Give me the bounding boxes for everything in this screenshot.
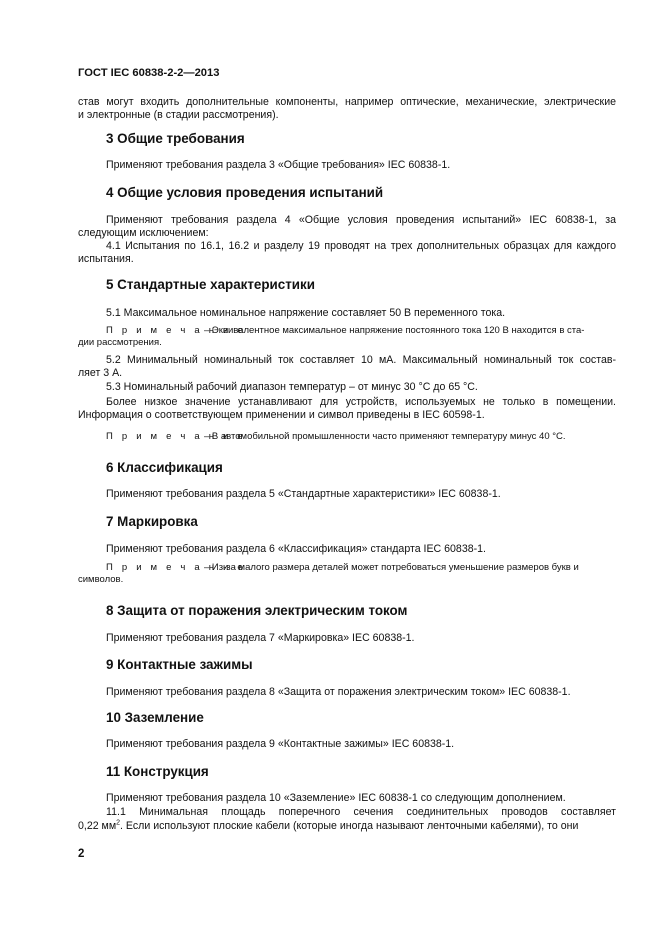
section-heading: 4 Общие условия проведения испытаний — [106, 185, 384, 200]
paragraph-line: следующим исключением: — [78, 227, 209, 239]
note-text: – В автомобильной промышленности часто применяют температуру минус 40 °С. — [204, 431, 566, 442]
section-heading: 10 Заземление — [106, 710, 204, 725]
note-text: символов. — [78, 574, 124, 585]
note-text: дии рассмотрения. — [78, 337, 162, 348]
note-text: – Эквивалентное максимальное напряжение постоянного тока 120 В находится в ста- — [204, 325, 585, 336]
paragraph-line: Применяют требования раздела 3 «Общие требования» IEC 60838-1. — [106, 159, 451, 171]
section-heading: 5 Стандартные характеристики — [106, 277, 315, 292]
text-fragment: . Если используют плоские кабели (которые иногда называют ленточными кабелями), то они — [120, 820, 579, 832]
page-number: 2 — [78, 848, 85, 860]
paragraph-line: 11.1 Минимальная площадь поперечного сечения соединительных проводов составляет — [106, 806, 616, 818]
paragraph-line: 5.1 Максимальное номинальное напряжение составляет 50 В переменного тока. — [106, 307, 506, 319]
note-label: П р и м е ч а н и е — [106, 325, 246, 336]
paragraph-line: Применяют требования раздела 4 «Общие условия проведения испытаний» IEC 60838-1, за — [106, 214, 616, 226]
paragraph-line: став могут входить дополнительные компоненты, например оптические, механические, электрические — [78, 96, 616, 108]
section-heading: 6 Классификация — [106, 460, 223, 475]
paragraph-line: Применяют требования раздела 8 «Защита от поражения электрическим током» IEC 60838-1. — [106, 686, 571, 698]
paragraph-line: Применяют требования раздела 6 «Классификация» стандарта IEC 60838-1. — [106, 543, 486, 555]
document-id: ГОСТ IEC 60838-2-2—2013 — [78, 67, 220, 79]
section-heading: 7 Маркировка — [106, 514, 198, 529]
section-heading: 9 Контактные зажимы — [106, 657, 253, 672]
section-heading: 3 Общие требования — [106, 131, 245, 146]
paragraph-line: Применяют требования раздела 10 «Заземление» IEC 60838-1 со следующим дополнением. — [106, 792, 566, 804]
paragraph-line: Информация о соответствующем применении и символ приведены в IEC 60598-1. — [78, 409, 485, 421]
note-label: П р и м е ч а н и е — [106, 562, 246, 573]
paragraph-line: испытания. — [78, 253, 134, 265]
section-heading: 8 Защита от поражения электрическим током — [106, 603, 408, 618]
paragraph-line — [78, 820, 578, 833]
paragraph-line: и электронные (в стадии рассмотрения). — [78, 109, 279, 121]
paragraph-line: ляет 3 А. — [78, 367, 123, 379]
paragraph-line: 5.2 Минимальный номинальный ток составляет 10 мА. Максимальный номинальный ток состав- — [106, 354, 616, 366]
paragraph-line: Применяют требования раздела 7 «Маркировка» IEC 60838-1. — [106, 632, 415, 644]
text-fragment: 0,22 мм — [78, 820, 117, 832]
note-label: П р и м е ч а н и е — [106, 431, 246, 442]
section-heading: 11 Конструкция — [106, 764, 209, 779]
paragraph-line: Применяют требования раздела 5 «Стандартные характеристики» IEC 60838-1. — [106, 488, 501, 500]
paragraph-line: 5.3 Номинальный рабочий диапазон температур – от минус 30 °С до 65 °С. — [106, 381, 478, 393]
paragraph-line: Применяют требования раздела 9 «Контактные зажимы» IEC 60838-1. — [106, 738, 455, 750]
paragraph-line: 4.1 Испытания по 16.1, 16.2 и разделу 19 проводят на трех дополнительных образцах для каждого — [106, 240, 616, 252]
superscript: 2 — [116, 819, 121, 827]
paragraph-line: Более низкое значение устанавливают для устройств, используемых не только в помещении. — [106, 396, 616, 408]
note-text: – Из-за малого размера деталей может потребоваться уменьшение размеров букв и — [204, 562, 579, 573]
